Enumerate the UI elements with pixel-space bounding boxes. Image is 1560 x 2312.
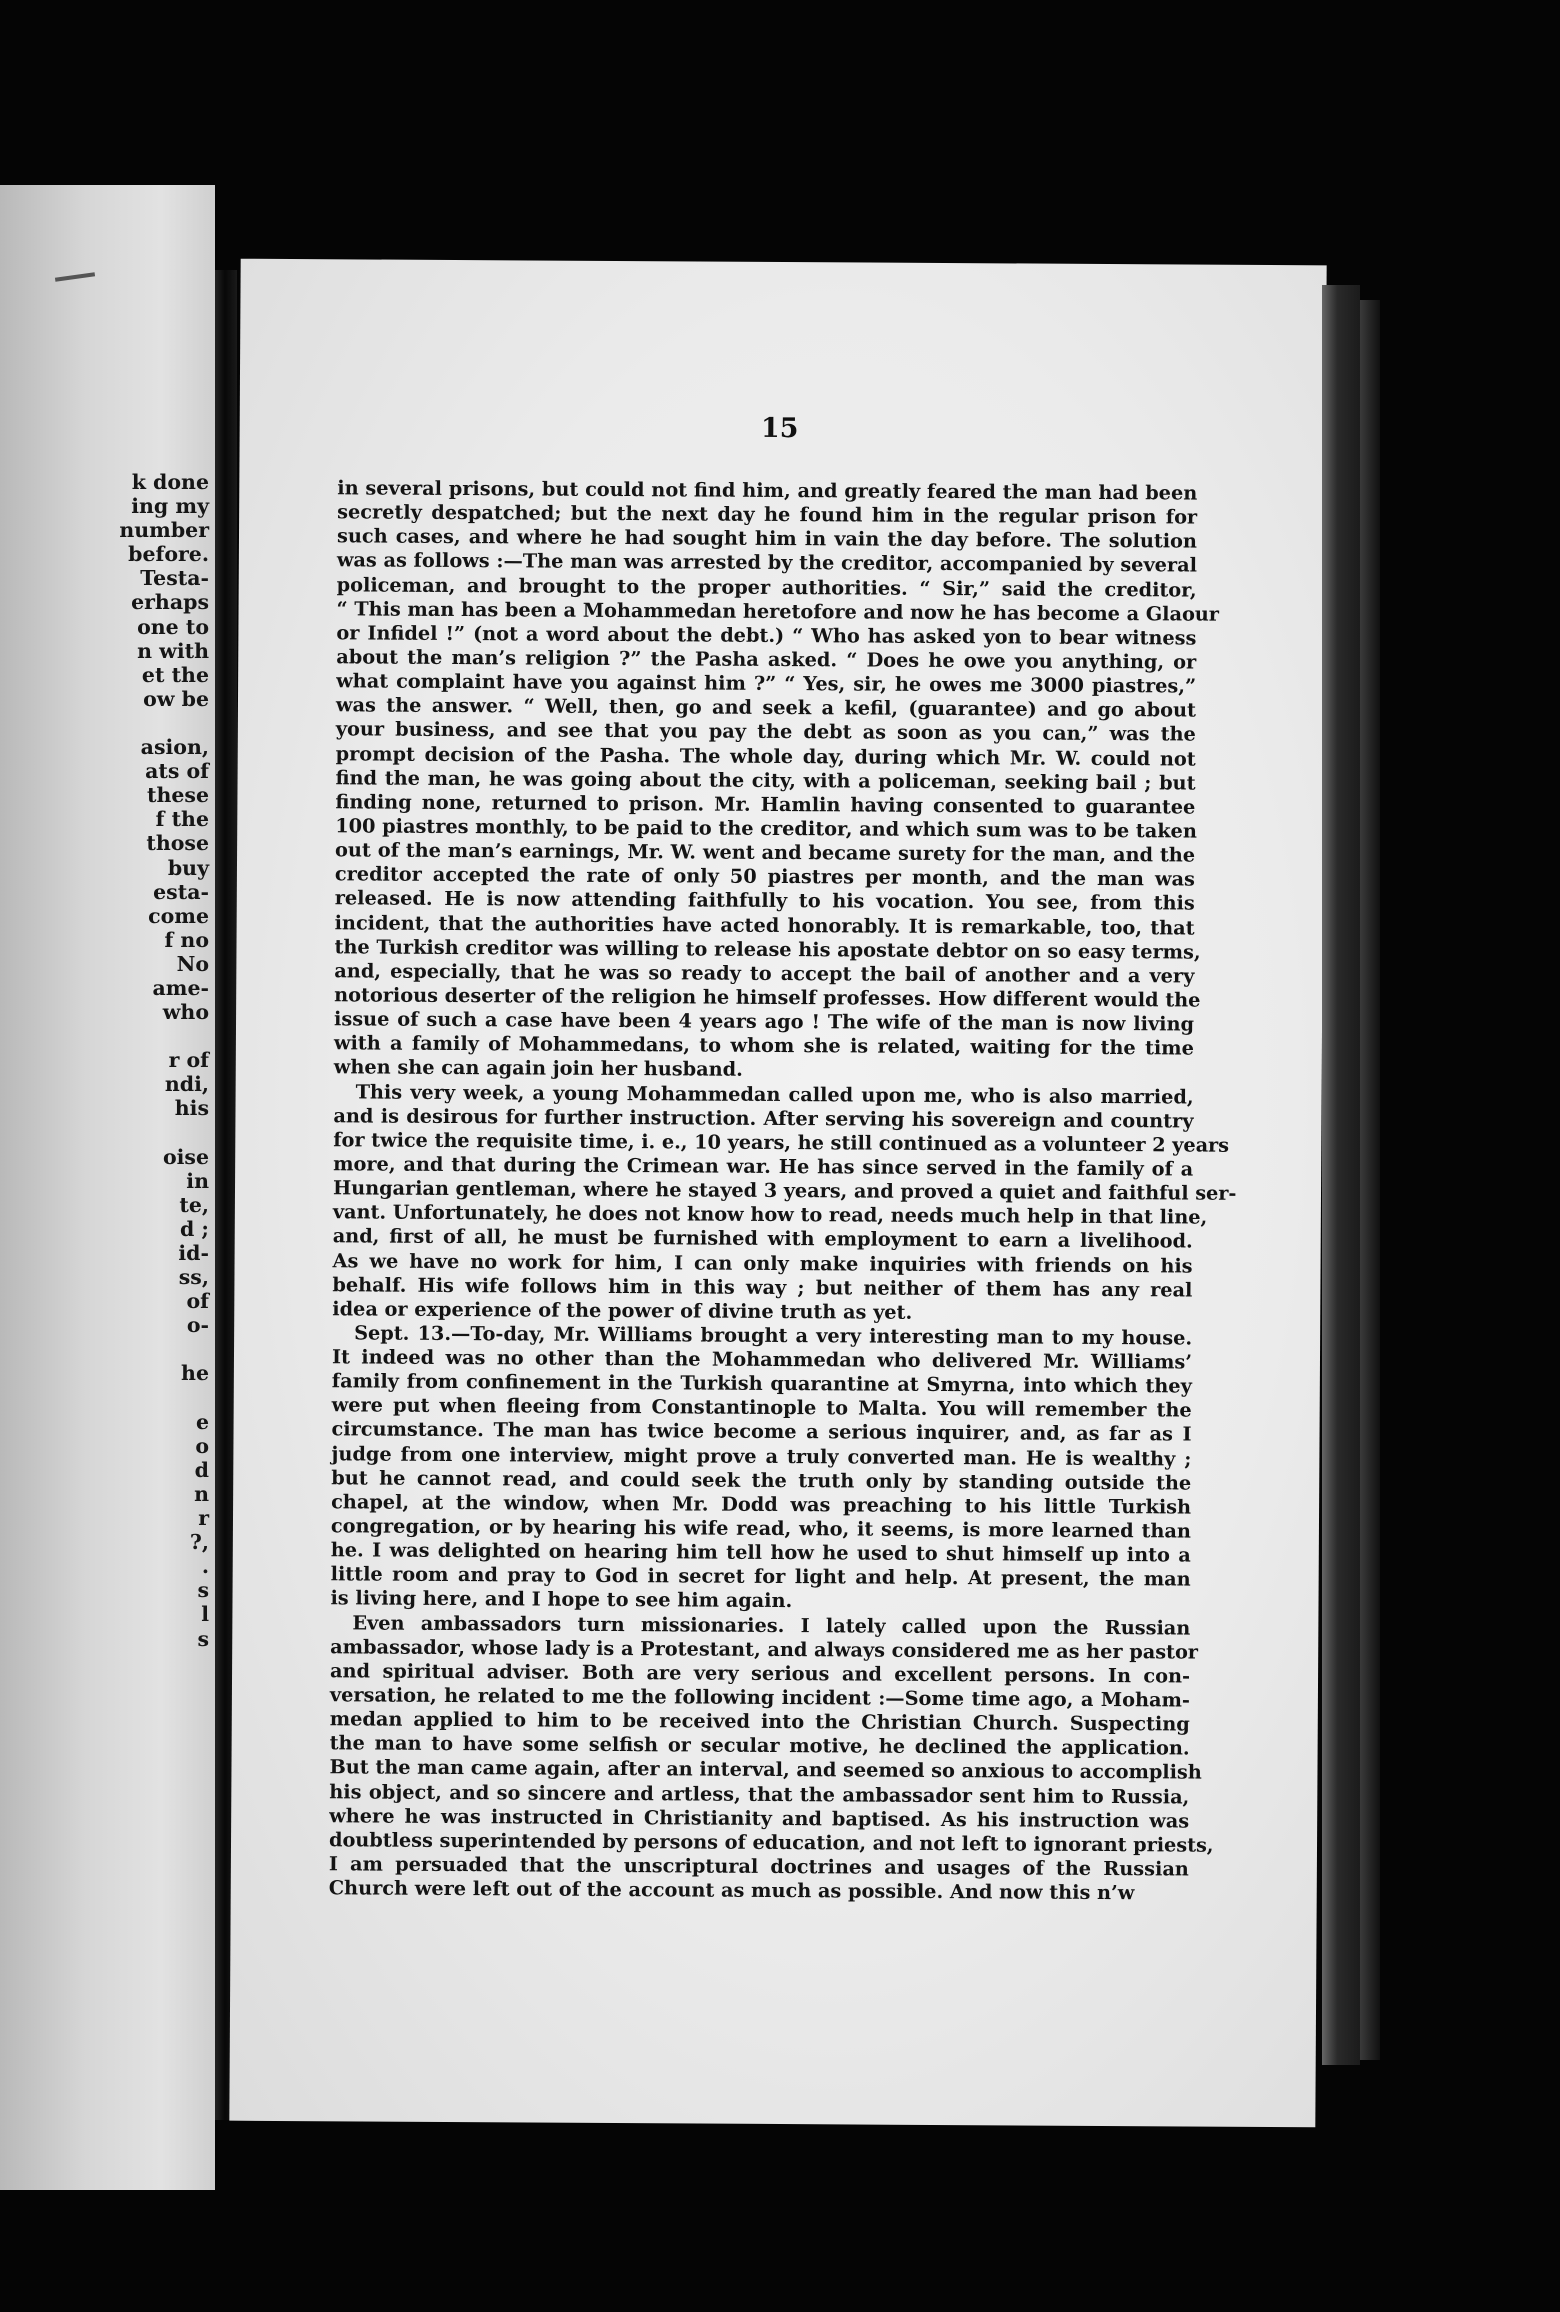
text-line: finding none, returned to prison. Mr. Hamlin having consented to guarantee xyxy=(335,790,1196,819)
current-page xyxy=(229,259,1326,2128)
text-line-fragment: ndi, xyxy=(164,1072,209,1097)
text-line: vant. Unfortunately, he does not know how to read, needs much help in that line, xyxy=(332,1200,1208,1229)
text-line: Church were left out of the account as much as possible. And now this n’w xyxy=(328,1876,1135,1905)
text-line: were put when fleeing from Constantinople to Malta. You will remember the xyxy=(331,1393,1192,1422)
text-line-fragment: esta- xyxy=(153,879,209,904)
text-line-fragment: who xyxy=(162,1000,209,1025)
text-line: he. I was delighted on hearing him tell how he used to shut himself up into a xyxy=(330,1538,1191,1567)
text-line-fragment: No xyxy=(176,951,209,976)
text-line: released. He is now attending faithfully to his vocation. You see, from this xyxy=(334,886,1195,915)
text-line: and is desirous for further instruction. After serving his sovereign and country xyxy=(333,1103,1194,1133)
text-line-fragment: l xyxy=(201,1602,209,1627)
text-line: and spiritual adviser. Both are very serious and excellent persons. In con- xyxy=(330,1659,1191,1688)
text-line: “ This man has been a Mohammedan heretofore and now he has become a Glaour xyxy=(336,596,1220,626)
text-line-fragment: n with xyxy=(137,638,209,663)
text-line-fragment: d xyxy=(194,1457,209,1482)
text-line: circumstance. The man has twice become a serious inquirer, and, as far as I xyxy=(331,1417,1192,1447)
text-line: behalf. His wife follows him in this way ; but neither of them has any real xyxy=(332,1272,1193,1302)
text-line: out of the man’s earnings, Mr. W. went and became surety for the man, and the xyxy=(335,838,1196,867)
text-line: little room and pray to God in secret for light and help. At present, the man xyxy=(330,1562,1191,1591)
text-line: and, especially, that he was so ready to accept the bail of another and a very xyxy=(334,959,1195,988)
previous-page-fragment xyxy=(0,185,215,2190)
text-line-fragment: te, xyxy=(179,1192,209,1217)
text-line: As we have no work for him, I can only make inquiries with friends on his xyxy=(332,1248,1193,1278)
text-line-fragment xyxy=(9,711,209,735)
text-line: but he cannot read, and could seek the truth only by standing outside the xyxy=(331,1466,1192,1495)
text-line-fragment: s xyxy=(197,1578,209,1603)
text-line-fragment: come xyxy=(148,903,209,928)
text-line: the Turkish creditor was willing to release his apostate debtor on so easy terms, xyxy=(334,934,1201,964)
text-line-fragment: o xyxy=(195,1433,209,1458)
text-line-fragment: d ; xyxy=(179,1216,209,1241)
text-line: policeman, and brought to the proper authorities. “ Sir,” said the creditor, xyxy=(336,572,1197,602)
text-line-fragment: before. xyxy=(128,542,209,567)
page-number: 15 xyxy=(760,412,799,445)
text-line: family from confinement in the Turkish quarantine at Smyrna, into which they xyxy=(331,1369,1192,1398)
text-line: versation, he related to me the following incident :—Some time ago, a Moham- xyxy=(329,1683,1190,1712)
text-line-fragment: of xyxy=(186,1289,209,1314)
text-line: was as follows :—The man was arrested by the creditor, accompanied by several xyxy=(336,548,1198,577)
page-body-text xyxy=(328,476,1237,1906)
text-line: creditor accepted the rate of only 50 piastres per month, and the man was xyxy=(334,862,1195,891)
text-line: issue of such a case have been 4 years ago ! The wife of the man is now living xyxy=(333,1007,1195,1036)
text-line: in several prisons, but could not find him, and greatly feared the man had been xyxy=(337,476,1198,505)
text-line: your business, and see that you pay the debt as soon as you can,” was the xyxy=(335,717,1196,746)
text-line: Even ambassadors turn missionaries. I lately called upon the Russian xyxy=(352,1611,1191,1640)
text-line-fragment: . xyxy=(201,1554,209,1579)
text-line-fragment: asion, xyxy=(140,735,209,760)
text-line: This very week, a young Mohammedan called upon me, who is also married, xyxy=(355,1079,1194,1109)
text-line-fragment: et the xyxy=(141,662,209,687)
text-line: more, and that during the Crimean war. He has since served in the family of a xyxy=(333,1152,1194,1181)
text-line-fragment: ats of xyxy=(145,759,209,784)
text-line: is living here, and I hope to see him again. xyxy=(330,1586,793,1613)
text-line-fragment: r xyxy=(198,1506,209,1531)
page-stack-edge xyxy=(1322,285,1360,2065)
text-line-fragment: those xyxy=(146,831,209,856)
text-line: medan applied to him to be received into the Christian Church. Suspecting xyxy=(329,1707,1190,1736)
text-line-fragment: Testa- xyxy=(140,566,209,591)
text-line: I am persuaded that the unscriptural doctrines and usages of the Russian xyxy=(328,1852,1189,1881)
text-line: and, first of all, he must be furnished with employment to earn a livelihood. xyxy=(332,1224,1193,1253)
text-line: the man to have some selfish or secular motive, he declined the application. xyxy=(329,1731,1190,1760)
text-line: his object, and so sincere and artless, that the ambassador sent him to Russia, xyxy=(329,1779,1190,1809)
ink-mark xyxy=(55,272,95,282)
text-line-fragment: r of xyxy=(168,1048,209,1073)
text-line-fragment: he xyxy=(181,1361,209,1386)
text-line: or Infidel !” (not a word about the debt.) “ Who has asked yon to bear witness xyxy=(336,621,1197,650)
text-line-fragment: s xyxy=(197,1626,209,1651)
text-line-fragment: o- xyxy=(186,1313,209,1338)
text-line-fragment: ing my xyxy=(131,494,209,519)
text-line-fragment: f the xyxy=(155,807,209,832)
text-line-fragment: in xyxy=(186,1168,209,1193)
text-line-fragment xyxy=(9,1386,209,1410)
text-line: idea or experience of the power of divine truth as yet. xyxy=(332,1297,913,1324)
text-line: what complaint have you against him ?” “ Yes, sir, he owes me 3000 piastres,” xyxy=(336,669,1197,698)
text-line-fragment: oise xyxy=(162,1144,209,1169)
text-line-fragment: number xyxy=(119,518,209,543)
page-stack-edge-shadow xyxy=(1360,300,1380,2060)
text-line-fragment: these xyxy=(146,783,209,808)
text-line-fragment: f no xyxy=(164,927,209,952)
text-line: 100 piastres monthly, to be paid to the creditor, and which sum was to be taken xyxy=(335,814,1197,843)
text-line-fragment: ?, xyxy=(189,1530,209,1555)
text-line-fragment: n xyxy=(194,1481,209,1506)
text-line: find the man, he was going about the city, with a policeman, seeking bail ; but xyxy=(335,765,1196,795)
text-line: for twice the requisite time, i. e., 10 years, he still continued as a volunteer 2 years xyxy=(333,1128,1230,1157)
text-line-fragment: e xyxy=(195,1409,209,1434)
text-line: ambassador, whose lady is a Protestant, and always considered me as her pastor xyxy=(330,1635,1199,1664)
text-line: notorious deserter of the religion he himself professes. How different would the xyxy=(334,983,1201,1012)
text-line: prompt decision of the Pasha. The whole day, during which Mr. W. could not xyxy=(335,741,1196,771)
text-line-fragment: id- xyxy=(178,1241,209,1265)
text-line-fragment xyxy=(9,1337,209,1361)
text-line-fragment xyxy=(9,1121,209,1145)
text-line-fragment: buy xyxy=(167,855,209,880)
text-line-fragment: erhaps xyxy=(131,590,209,615)
text-line: Hungarian gentleman, where he stayed 3 years, and proved a quiet and faithful ser- xyxy=(332,1176,1237,1205)
text-line: doubtless superintended by persons of education, and not left to ignorant priests, xyxy=(328,1828,1214,1857)
text-line: chapel, at the window, when Mr. Dodd was preaching to his little Turkish xyxy=(331,1490,1192,1519)
text-line: when she can again join her husband. xyxy=(333,1055,743,1082)
text-line-fragment xyxy=(9,1024,209,1048)
text-line-fragment: ame- xyxy=(152,975,209,1000)
text-line: with a family of Mohammedans, to whom she is related, waiting for the time xyxy=(333,1031,1194,1060)
text-line: It indeed was no other than the Mohammedan who delivered Mr. Williams’ xyxy=(331,1345,1193,1374)
text-line-fragment: ss, xyxy=(178,1265,209,1290)
text-line: about the man’s religion ?” the Pasha asked. “ Does he owe you anything, or xyxy=(336,645,1197,674)
text-line: incident, that the authorities have acted honorably. It is remarkable, too, that xyxy=(334,910,1195,940)
text-line-fragment: his xyxy=(174,1096,209,1121)
text-line: congregation, or by hearing his wife read, who, it seems, is more learned than xyxy=(330,1514,1192,1543)
text-line: Sept. 13.—To-day, Mr. Williams brought a very interesting man to my house. xyxy=(354,1321,1193,1350)
text-line-fragment: k done xyxy=(131,470,209,494)
text-line: such cases, and where he had sought him in vain the day before. The solution xyxy=(336,524,1198,553)
text-line: was the answer. “ Well, then, go and seek a kefil, (guarantee) and go about xyxy=(335,693,1197,722)
text-line: judge from one interview, might prove a truly converted man. He is wealthy ; xyxy=(331,1441,1192,1471)
text-line: where he was instructed in Christianity and baptised. As his instruction was xyxy=(329,1804,1190,1833)
text-line-fragment: one to xyxy=(137,614,209,639)
text-line: But the man came again, after an interval, and seemed so anxious to accomplish xyxy=(329,1755,1202,1785)
previous-page-text-column xyxy=(9,470,209,1651)
text-line-fragment: ow be xyxy=(143,686,209,711)
text-line: secretly despatched; but the next day he found him in the regular prison for xyxy=(337,500,1198,529)
